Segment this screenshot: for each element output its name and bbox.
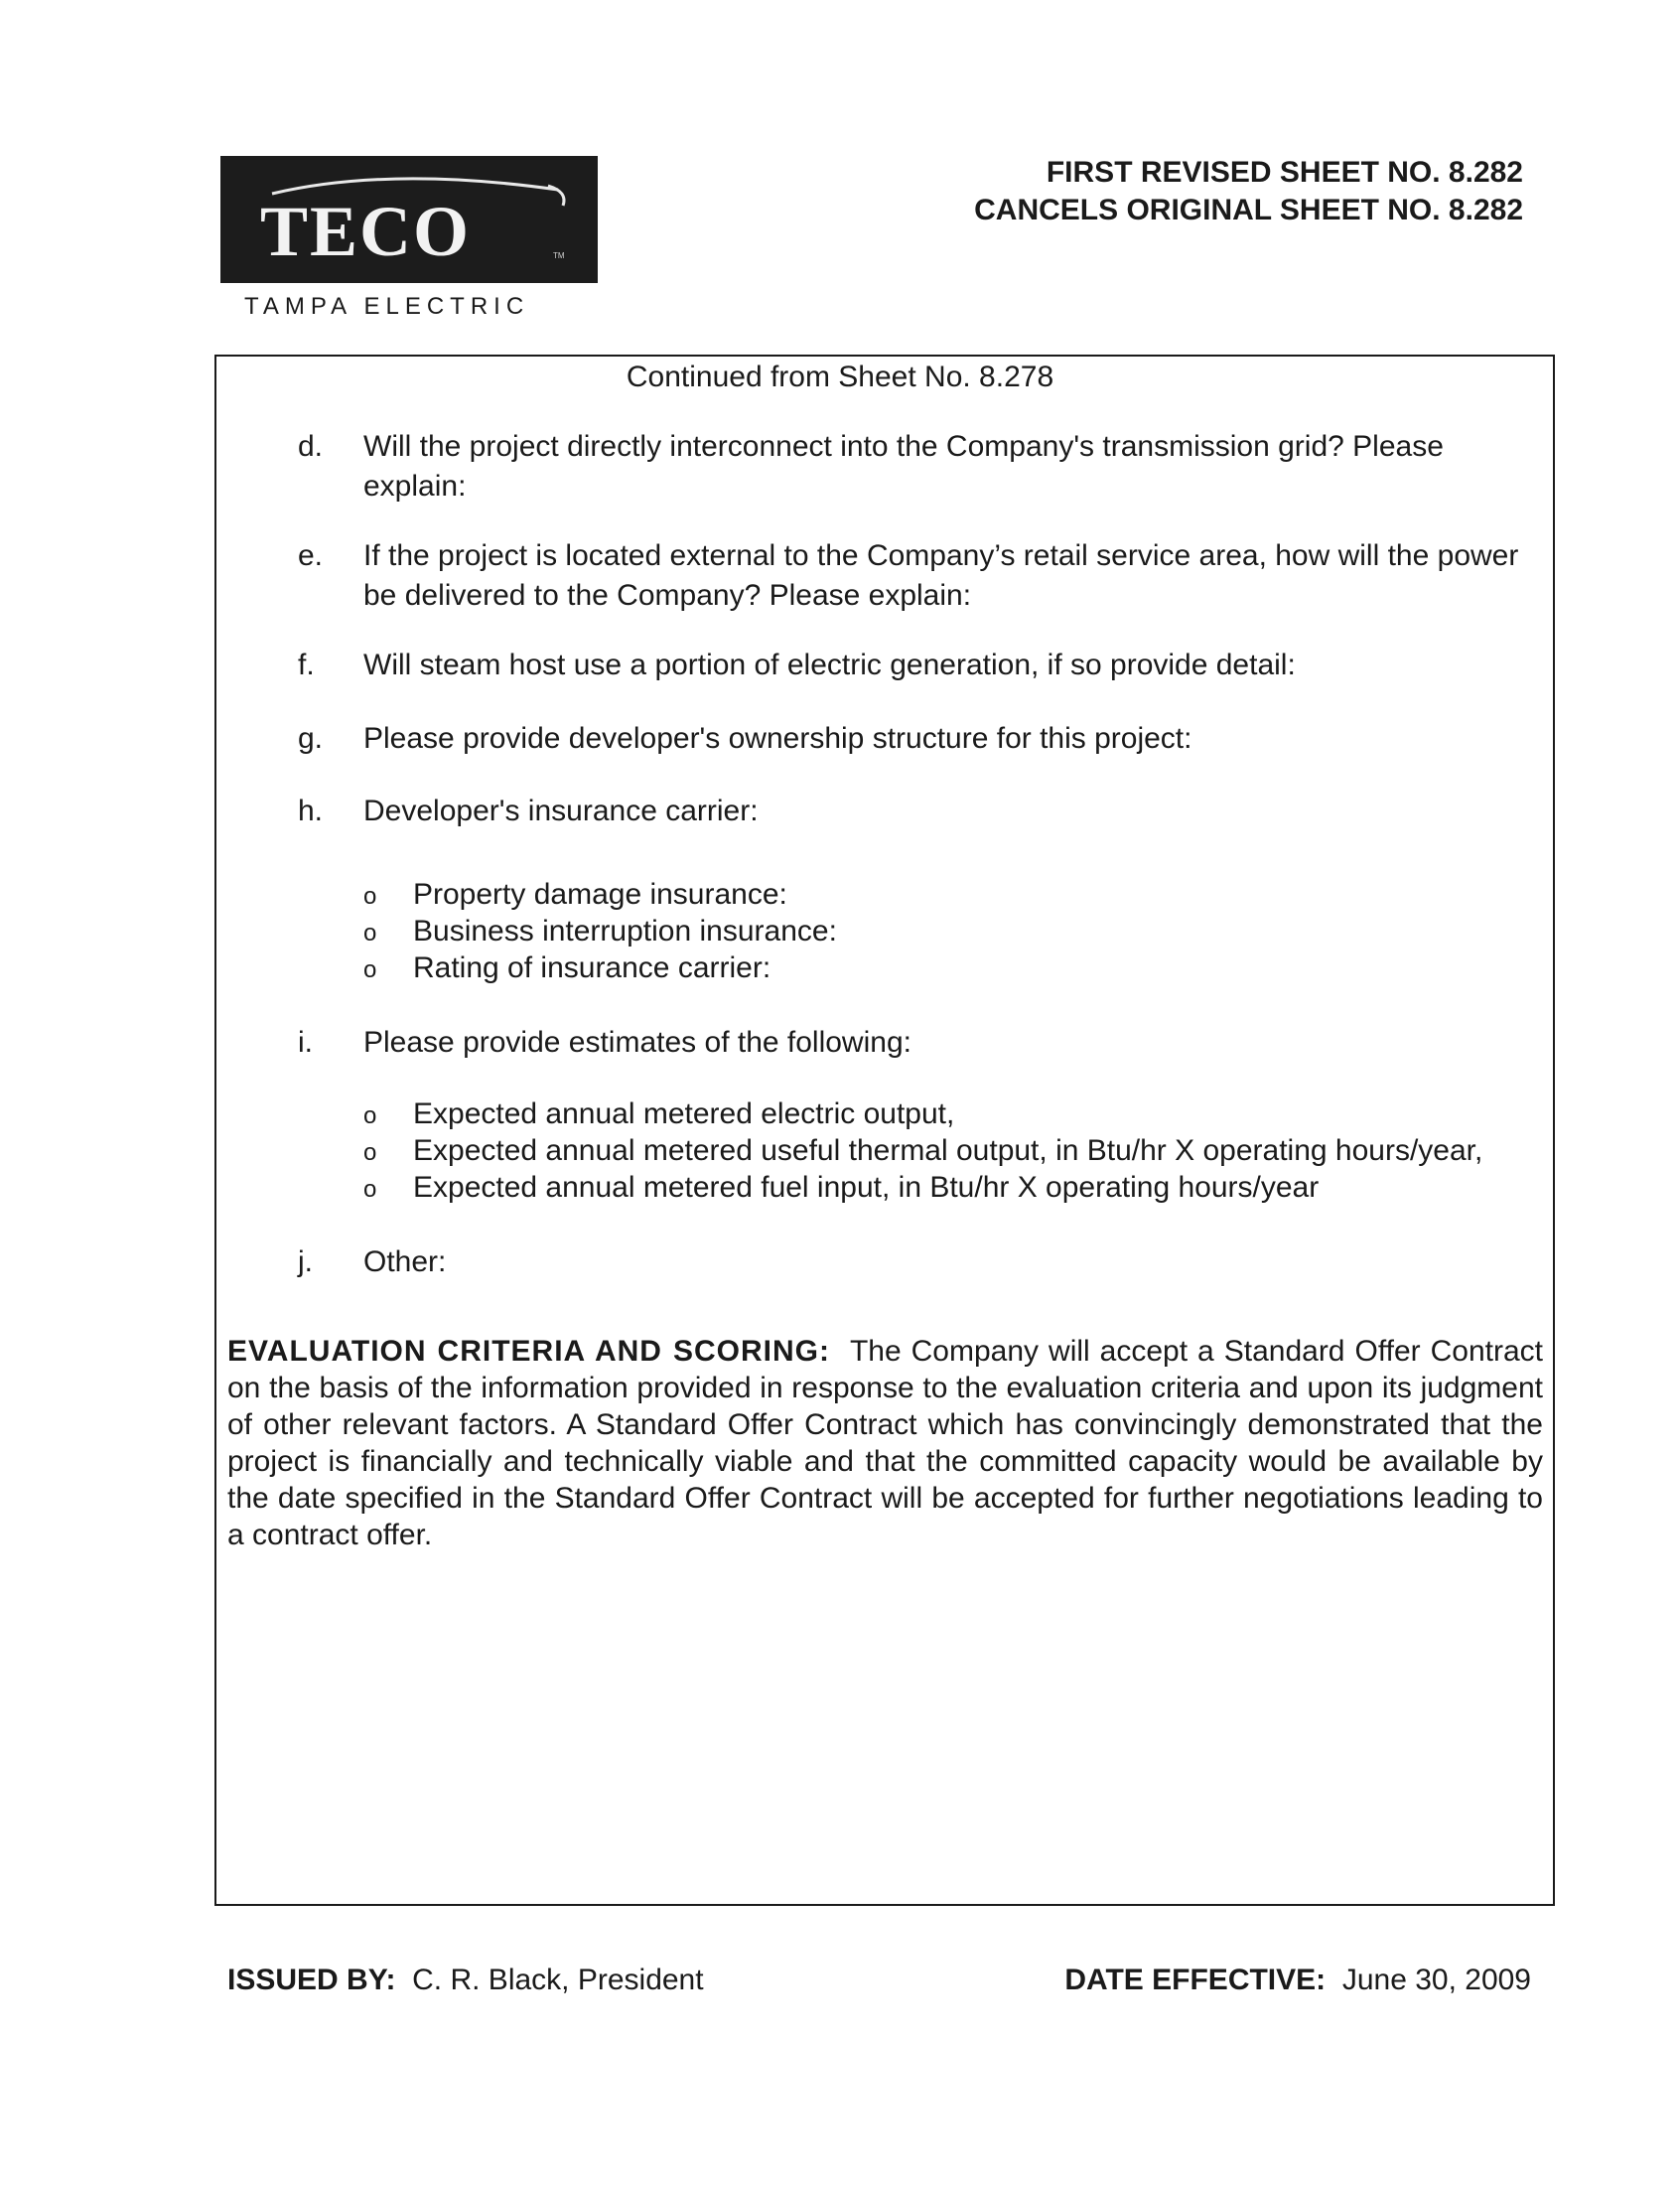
date-effective [1064, 1964, 1531, 1997]
item-text: Other: [363, 1245, 447, 1278]
date-effective-value: June 30, 2009 [1341, 1964, 1531, 1996]
bullet-text: Expected annual metered fuel input, in Btu/hr X operating hours/year [413, 1171, 1320, 1204]
item-text: If the project is located external to the Company’s retail service area, how will the power be delivered to the Company? Please explain: [363, 539, 1519, 612]
logo-wordmark: TECO [260, 192, 472, 271]
item-text: Please provide estimates of the following: [363, 1026, 911, 1059]
logo-subtitle: TAMPA ELECTRIC [244, 293, 530, 320]
item-letter: e. [298, 539, 324, 572]
logo-trademark: TM [553, 251, 565, 260]
continued-note: Continued from Sheet No. 8.278 [626, 361, 1054, 393]
bullet-marker: o [363, 1139, 377, 1166]
evaluation-heading: EVALUATION CRITERIA AND SCORING: [227, 1335, 830, 1368]
bullet-text: Business interruption insurance: [413, 915, 837, 947]
bullet-text: Property damage insurance: [413, 878, 787, 911]
bullet-marker: o [363, 920, 377, 947]
item-letter: f. [298, 649, 315, 681]
issued-by-label: ISSUED BY: [227, 1964, 396, 1996]
evaluation-paragraph [227, 1333, 1543, 1553]
bullet-marker: o [363, 883, 377, 910]
bullet-marker: o [363, 956, 377, 983]
item-text: Will the project directly interconnect into the Company's transmission grid? Please explain: [363, 430, 1444, 503]
cancels-sheet-number: CANCELS ORIGINAL SHEET NO. 8.282 [974, 194, 1523, 226]
teco-logo [220, 156, 598, 283]
issued-by-value: C. R. Black, President [412, 1964, 704, 1996]
issued-by [227, 1964, 704, 1997]
sheet-number: FIRST REVISED SHEET NO. 8.282 [1046, 156, 1523, 189]
evaluation-body: The Company will accept a Standard Offer Contract on the basis of the information provided in response to the evaluation criteria and upon its judgment of other relevant factors. A Standard Offer Contract which has convincingly demonstrated that the project is financially and technically viable and that the committed capacity would be available by the date specified in the Standard Offer Contract will be accepted for further negotiations leading to a contract offer. [227, 1335, 1543, 1551]
item-text: Please provide developer's ownership structure for this project: [363, 722, 1192, 755]
item-letter: d. [298, 430, 324, 463]
bullet-marker: o [363, 1102, 377, 1129]
sheet-header [974, 154, 1523, 229]
bullet-text: Expected annual metered useful thermal output, in Btu/hr X operating hours/year, [413, 1134, 1483, 1167]
bullet-text: Expected annual metered electric output, [413, 1097, 955, 1130]
item-letter: i. [298, 1026, 313, 1059]
bullet-text: Rating of insurance carrier: [413, 951, 771, 984]
item-letter: j. [298, 1245, 313, 1278]
item-letter: h. [298, 795, 324, 827]
item-text: Developer's insurance carrier: [363, 795, 759, 827]
item-letter: g. [298, 722, 324, 755]
bullet-marker: o [363, 1176, 377, 1203]
date-effective-label: DATE EFFECTIVE: [1064, 1964, 1327, 1996]
item-text: Will steam host use a portion of electric generation, if so provide detail: [363, 649, 1296, 681]
